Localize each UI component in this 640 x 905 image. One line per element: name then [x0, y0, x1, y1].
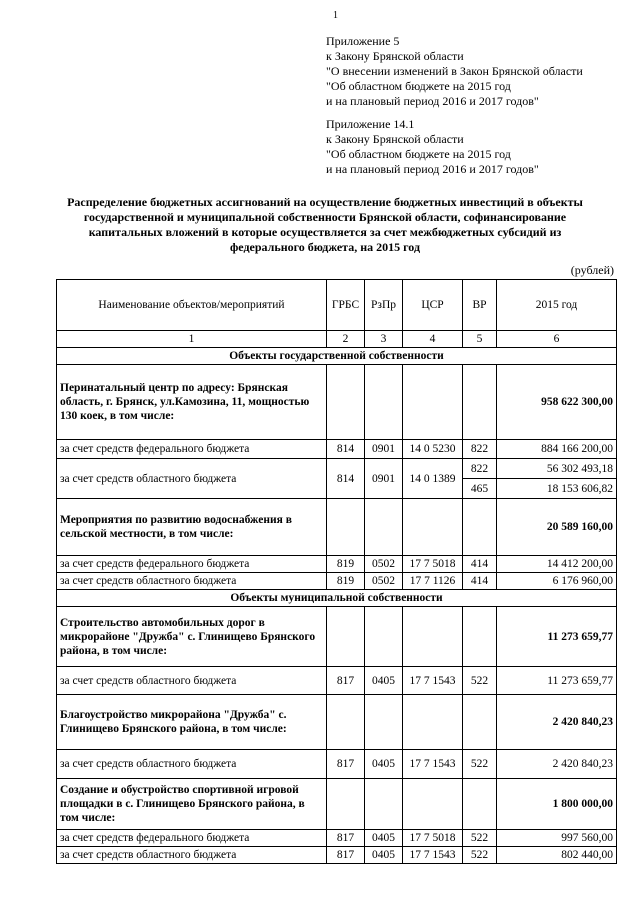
column-number-row [57, 331, 617, 348]
header-name: Наименование объектов/мероприятий [57, 280, 327, 331]
amount-value: 14 412 200,00 [497, 556, 617, 573]
header-grbs: ГРБС [327, 280, 365, 331]
vr-value: 522 [463, 830, 497, 847]
grbs-value: 819 [327, 573, 365, 590]
rzpr-value: 0502 [365, 573, 403, 590]
csr-value: 14 0 5230 [403, 440, 463, 459]
csr-value: 17 7 1543 [403, 847, 463, 864]
header-vr: ВР [463, 280, 497, 331]
csr-value: 17 7 1543 [403, 667, 463, 695]
col-number: 2 [327, 331, 365, 348]
funding-source: за счет средств федерального бюджета [57, 830, 327, 847]
amount-value: 997 560,00 [497, 830, 617, 847]
rzpr-value: 0405 [365, 667, 403, 695]
object-name: Благоустройство микрорайона "Дружба" с. Глинищево Брянского района, в том числе: [57, 695, 327, 750]
amount-value: 11 273 659,77 [497, 667, 617, 695]
section-row [57, 590, 617, 607]
section-title: Объекты муниципальной собственности [57, 590, 617, 607]
appendix-line: Приложение 14.1 [326, 117, 415, 131]
vr-value: 822 [463, 440, 497, 459]
funding-source: за счет средств областного бюджета [57, 667, 327, 695]
appendix-line: к Закону Брянской области [326, 132, 464, 146]
appendix-line: "Об областном бюджете на 2015 год [326, 147, 511, 161]
grbs-value: 814 [327, 459, 365, 499]
object-row [57, 499, 617, 556]
amount-value: 884 166 200,00 [497, 440, 617, 459]
funding-source: за счет средств областного бюджета [57, 573, 327, 590]
amount-value: 802 440,00 [497, 847, 617, 864]
object-name: Создание и обустройство спортивной игровой площадки в с. Глинищево Брянского района, в том числе: [57, 779, 327, 830]
object-total: 958 622 300,00 [497, 365, 617, 440]
table-row [57, 750, 617, 779]
grbs-value: 817 [327, 750, 365, 779]
appendix-line: Приложение 5 [326, 34, 400, 48]
object-name: Строительство автомобильных дорог в микрорайоне "Дружба" с. Глинищево Брянского района, в том числе: [57, 607, 327, 667]
appendix-5-header [326, 34, 583, 109]
rzpr-value: 0901 [365, 440, 403, 459]
header-year: 2015 год [497, 280, 617, 331]
col-number: 3 [365, 331, 403, 348]
header-csr: ЦСР [403, 280, 463, 331]
object-row [57, 365, 617, 440]
units-label: (рублей) [570, 263, 614, 277]
vr-value: 414 [463, 556, 497, 573]
funding-source: за счет средств федерального бюджета [57, 556, 327, 573]
grbs-value: 817 [327, 847, 365, 864]
object-name: Мероприятия по развитию водоснабжения в сельской местности, в том числе: [57, 499, 327, 556]
object-row [57, 695, 617, 750]
csr-value: 14 0 1389 [403, 459, 463, 499]
table-row [57, 556, 617, 573]
vr-value: 465 [463, 479, 497, 499]
vr-value: 414 [463, 573, 497, 590]
object-total: 1 800 000,00 [497, 779, 617, 830]
grbs-value: 817 [327, 830, 365, 847]
vr-value: 522 [463, 847, 497, 864]
col-number: 1 [57, 331, 327, 348]
amount-value: 6 176 960,00 [497, 573, 617, 590]
rzpr-value: 0901 [365, 459, 403, 499]
appendix-line: и на плановый период 2016 и 2017 годов" [326, 94, 539, 108]
grbs-value: 819 [327, 556, 365, 573]
appendix-line: "Об областном бюджете на 2015 год [326, 79, 511, 93]
table-row [57, 830, 617, 847]
table-header-row [57, 280, 617, 331]
budget-table [56, 279, 617, 864]
object-row [57, 607, 617, 667]
amount-value: 56 302 493,18 [497, 459, 617, 479]
section-title: Объекты государственной собственности [57, 348, 617, 365]
col-number: 4 [403, 331, 463, 348]
rzpr-value: 0405 [365, 750, 403, 779]
vr-value: 522 [463, 667, 497, 695]
grbs-value: 814 [327, 440, 365, 459]
appendix-line: "О внесении изменений в Закон Брянской области [326, 64, 583, 78]
csr-value: 17 7 1543 [403, 750, 463, 779]
object-total: 11 273 659,77 [497, 607, 617, 667]
table-row [57, 459, 617, 479]
amount-value: 18 153 606,82 [497, 479, 617, 499]
table-row [57, 667, 617, 695]
rzpr-value: 0405 [365, 847, 403, 864]
col-number: 5 [463, 331, 497, 348]
object-total: 2 420 840,23 [497, 695, 617, 750]
header-rzpr: РзПр [365, 280, 403, 331]
object-name: Перинатальный центр по адресу: Брянская область, г. Брянск, ул.Камозина, 11, мощностью 130 коек, в том числе: [57, 365, 327, 440]
vr-value: 822 [463, 459, 497, 479]
csr-value: 17 7 1126 [403, 573, 463, 590]
grbs-value: 817 [327, 667, 365, 695]
rzpr-value: 0405 [365, 830, 403, 847]
table-row [57, 847, 617, 864]
page-number: 1 [333, 10, 338, 21]
funding-source: за счет средств областного бюджета [57, 459, 327, 499]
amount-value: 2 420 840,23 [497, 750, 617, 779]
object-total: 20 589 160,00 [497, 499, 617, 556]
appendix-line: и на плановый период 2016 и 2017 годов" [326, 162, 539, 176]
csr-value: 17 7 5018 [403, 556, 463, 573]
table-row [57, 440, 617, 459]
rzpr-value: 0502 [365, 556, 403, 573]
object-row [57, 779, 617, 830]
csr-value: 17 7 5018 [403, 830, 463, 847]
vr-value: 522 [463, 750, 497, 779]
appendix-14-1-header [326, 117, 539, 177]
section-row [57, 348, 617, 365]
document-title: Распределение бюджетных ассигнований на осуществление бюджетных инвестиций в объекты государственной и муниципальной собственности Брянской области, софинансирование капитальных вложений в которые осуществляется за счет межбюджетных субсидий из федерального бюджета, на 2015 год [67, 195, 583, 254]
table-row [57, 573, 617, 590]
funding-source: за счет средств областного бюджета [57, 847, 327, 864]
appendix-line: к Закону Брянской области [326, 49, 464, 63]
col-number: 6 [497, 331, 617, 348]
funding-source: за счет средств областного бюджета [57, 750, 327, 779]
funding-source: за счет средств федерального бюджета [57, 440, 327, 459]
